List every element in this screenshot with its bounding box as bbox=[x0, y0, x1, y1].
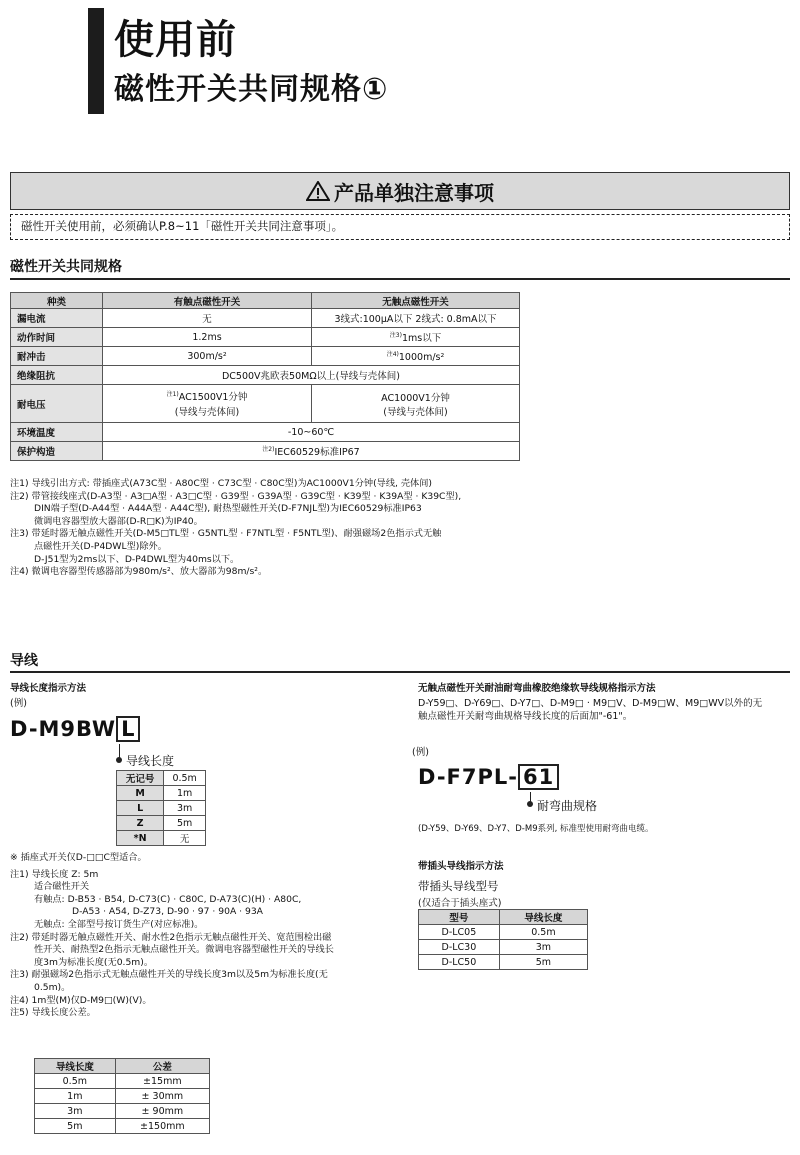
flex-example-label: (例) bbox=[412, 747, 429, 758]
table-row: 耐冲击 300m/s² $^{注4)}$1000m/s² bbox=[11, 347, 520, 366]
spec-col-noncontact: 无触点磁性开关 bbox=[312, 293, 520, 309]
plug-subtitle-note: (仅适合于插头座式) bbox=[418, 898, 502, 909]
page-subtitle: 磁性开关共同规格① bbox=[114, 72, 389, 107]
length-method-title: 导线长度指示方法 bbox=[10, 683, 87, 694]
length-label: 导线长度 bbox=[126, 754, 175, 768]
flex-method-title: 无触点磁性开关耐油耐弯曲橡胶绝缘软导线规格指示方法 bbox=[418, 683, 656, 694]
page-title: 使用前 bbox=[114, 17, 237, 63]
flex-note: (D-Y59、D-Y69、D-Y7、D-M9系列, 标准型使用耐弯曲电缆。 bbox=[418, 824, 654, 834]
table-row: 动作时间 1.2ms $^{注3)}$1ms以下 bbox=[11, 328, 520, 347]
warning-triangle-icon bbox=[306, 181, 330, 201]
flex-code-box: 61 bbox=[518, 764, 559, 790]
table-row: 3m ± 90mm bbox=[35, 1104, 210, 1119]
spec-col-contact: 有触点磁性开关 bbox=[103, 293, 312, 309]
flex-example-model: D-F7PL- 61 bbox=[418, 764, 559, 790]
lead-heading: 导线 bbox=[10, 653, 38, 669]
length-code-table bbox=[116, 770, 206, 846]
plug-method-title: 带插头导线指示方法 bbox=[418, 861, 504, 872]
length-pointer-dot bbox=[116, 757, 122, 763]
length-example-label: (例) bbox=[10, 698, 27, 709]
table-row: 导线长度 公差 bbox=[35, 1059, 210, 1074]
table-row: 绝缘阻抗 DC500V兆欧表50MΩ以上(导线与壳体间) bbox=[11, 366, 520, 385]
length-code-box: L bbox=[116, 716, 140, 742]
table-row: 环境温度 -10~60℃ bbox=[11, 423, 520, 442]
caution-banner bbox=[10, 172, 790, 210]
table-row: 1m ± 30mm bbox=[35, 1089, 210, 1104]
table-row: 耐电压 $^{注1)}$AC1500V1分钟 (导线与壳体间) AC1000V1分钟 (导线与壳体间) bbox=[11, 385, 520, 423]
tolerance-table bbox=[34, 1058, 210, 1134]
table-row: Z 5m bbox=[117, 816, 206, 831]
plug-table bbox=[418, 909, 588, 970]
table-row: L 3m bbox=[117, 801, 206, 816]
spec-heading: 磁性开关共同规格 bbox=[10, 259, 122, 275]
table-row: 漏电流 无 3线式:100μA以下 2线式: 0.8mA以下 bbox=[11, 309, 520, 328]
table-row: D-LC05 0.5m bbox=[419, 925, 588, 940]
flex-label: 耐弯曲规格 bbox=[537, 799, 598, 813]
table-row: M 1m bbox=[117, 786, 206, 801]
table-row: D-LC50 5m bbox=[419, 955, 588, 970]
table-row: 无记号 0.5m bbox=[117, 771, 206, 786]
lead-notes: ※ 插座式开关仅D-□□C型适合。 注1) 导线长度 Z: 5m 适合磁性开关 有触点: D-B53 · B54, D-C73(C) · C80C, D-A73(C)(H) · A80C, D-A53 · A54, D-Z73, D-90 · 97 · 90A · 93A 无触点: 全部型号按订货生产(对应标准)。 注2) 带延时器无触点磁性开关、耐水性2色指示无触点磁性开关、宽范围检出磁 性开关、耐热型2色指示无触点磁性开关。微调电容器型磁性开关的导线长 度3m为标准长度(无0.5m)。 注3) 耐强磁场2色指示式无触点磁性开关的导线长度3m以及5m为标准长度(无 0.5m)。 注4) 1m型(M)仅D-M9□(W)(V)。 注5) 导线长度公差。 bbox=[10, 852, 334, 1019]
plug-subtitle: 带插头导线型号 bbox=[418, 879, 499, 893]
table-row: *N 无 bbox=[117, 831, 206, 846]
table-row: 型号 导线长度 bbox=[419, 910, 588, 925]
table-row: 保护构造 $^{注2)}$IEC60529标准IP67 bbox=[11, 442, 520, 461]
table-row: 0.5m ±15mm bbox=[35, 1074, 210, 1089]
flex-method-desc: D-Y59□、D-Y69□、D-Y7□、D-M9□ · M9□V、D-M9□W、M9□WV以外的无 触点磁性开关耐弯曲规格导线长度的后面加"-61"。 bbox=[418, 698, 763, 722]
spec-notes: 注1) 导线引出方式: 带插座式(A73C型 · A80C型 · C73C型 · C80C型)为AC1000V1分钟(导线, 壳体间) 注2) 带管接线座式(D-A3型 · A3□A型 · A3□C型 · G39型 · G39A型 · G39C型 · K39型 · K39A型 · K39C型), DIN端子型(D-A44型 · A44A型 · A44C型), 耐热型磁性开关(D-F7NJL型)为IEC60529标准IP63 微调电容器型放大器部(D-R□K)为IP40。 注3) 带延时器无触点磁性开关(D-M5□TL型 · G5NTL型 · F7NTL型 · F5NTL型)、耐强磁场2色指示式无触 点磁性开关(D-P4DWL型)除外。 D-J51型为2ms以下、D-P4DWL型为40ms以下。 注4) 微调电容器型传感器部为980m/s²、放大器部为98m/s²。 bbox=[10, 478, 462, 578]
lead-heading-rule bbox=[10, 671, 790, 673]
caution-notice: 磁性开关使用前，必须确认P.8~11「磁性开关共同注意事项」。 bbox=[10, 214, 790, 240]
table-row: D-LC30 3m bbox=[419, 940, 588, 955]
length-example-model: D-M9BW L bbox=[10, 716, 140, 742]
spec-col-type: 种类 bbox=[11, 293, 103, 309]
flex-pointer-dot bbox=[527, 801, 533, 807]
title-accent-bar bbox=[88, 8, 104, 114]
caution-title: 产品单独注意事项 bbox=[334, 180, 494, 205]
spec-heading-rule bbox=[10, 278, 790, 280]
spec-table bbox=[10, 292, 520, 461]
table-row: 5m ±150mm bbox=[35, 1119, 210, 1134]
